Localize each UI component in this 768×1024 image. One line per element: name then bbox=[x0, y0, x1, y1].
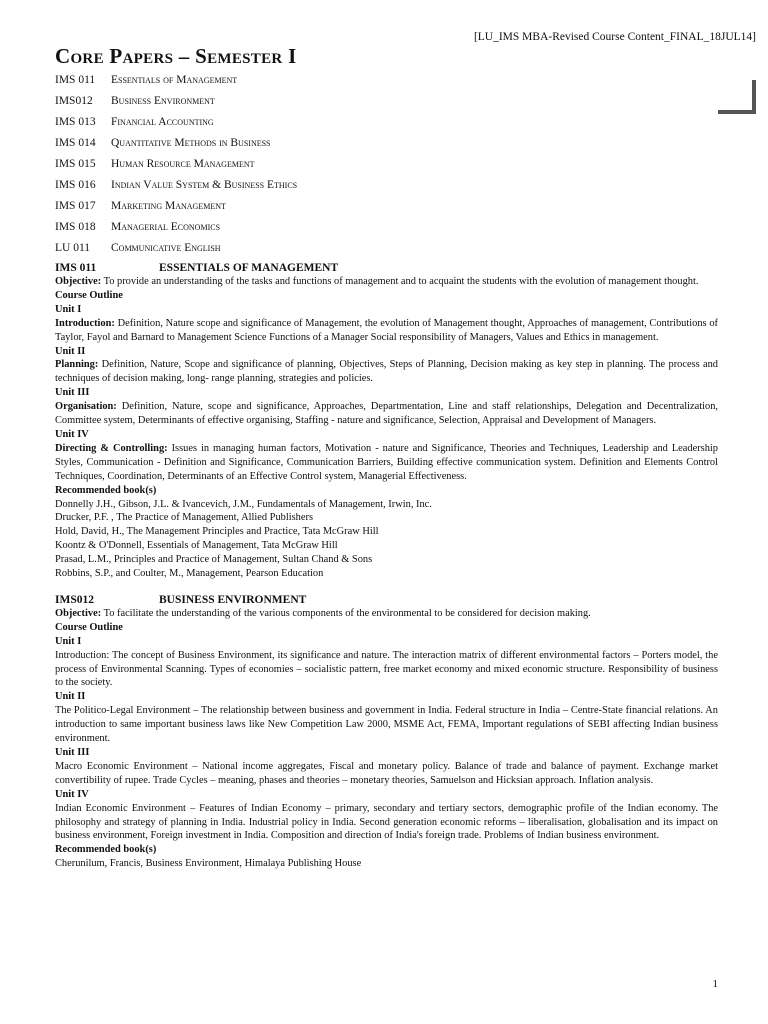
book-item: Robbins, S.P., and Coulter, M., Management, Pearson Education bbox=[55, 568, 324, 580]
book-item: Koontz & O'Donnell, Essentials of Management, Tata McGraw Hill bbox=[55, 540, 338, 552]
unit-label: Unit I bbox=[55, 303, 82, 315]
book-item: Hold, David, H., The Management Principles and Practice, Tata McGraw Hill bbox=[55, 526, 379, 538]
unit-label: Unit III bbox=[55, 747, 90, 758]
course-list-item bbox=[55, 220, 718, 234]
course-outline-label: Course Outline bbox=[55, 289, 123, 301]
course-name: Financial Accounting bbox=[111, 116, 214, 128]
course-code: IMS 013 bbox=[55, 116, 96, 128]
book-item: Donnelly J.H., Gibson, J.L. & Ivancevich, J.M., Fundamentals of Management, Irwin, Inc. bbox=[55, 498, 432, 510]
objective-text: To facilitate the understanding of the various components of the environmental to be considered for decision making. bbox=[101, 607, 591, 619]
course-list-item bbox=[55, 157, 718, 171]
course-code: IMS 016 bbox=[55, 179, 96, 191]
unit-text: Introduction: The concept of Business Environment, its significance and nature. The interaction matrix of different environmental factors – Porters model, the process of Environmental Scanning. Types of economies – socialistic pattern, free market economy and mixed economic structure. Responsibility of business to the society. bbox=[55, 649, 718, 689]
course-code: IMS 017 bbox=[55, 200, 96, 212]
course-list-item bbox=[55, 178, 718, 192]
unit-text: The Politico-Legal Environment – The relationship between business and government in India. Federal structure in India – Centre-State financial relations. An introduction to same important business laws like New Competition Law 2000, MSME Act, FEMA, Important regulations of SEBI affecting Indian business environment. bbox=[55, 705, 718, 745]
course-code: LU 011 bbox=[55, 242, 91, 254]
unit-body: Definition, Nature, Scope and significance of planning, Objectives, Steps of Planning, Decision making as key step in planning. The process and techniques of decision making, long- range planning, strategies and policies. bbox=[55, 359, 718, 385]
unit-label: Unit IV bbox=[55, 788, 89, 800]
section-ims011 bbox=[55, 262, 718, 581]
book-item: Cherunilum, Francis, Business Environment, Himalaya Publishing House bbox=[55, 858, 362, 870]
section-code: IMS012 bbox=[55, 593, 94, 606]
unit-text: Indian Economic Environment – Features of Indian Economy – primary, secondary and tertiary sectors, demographic profile of the Indian economy. The philosophy and strategy of planning in India. Industrial policy in India. Second generation economic reforms – liberalisation, globalisation and its impact on business environment, Foreign investment in India. Composition and direction of India's foreign trade. Problems of Indian business environment. bbox=[55, 802, 718, 842]
objective-label: Objective: bbox=[55, 607, 102, 619]
section-title: BUSINESS ENVIRONMENT bbox=[159, 593, 307, 606]
course-list-item bbox=[55, 73, 718, 87]
unit-text bbox=[55, 358, 718, 386]
book-item: Prasad, L.M., Principles and Practice of Management, Sultan Chand & Sons bbox=[55, 554, 373, 566]
unit-lead: Organisation: bbox=[55, 401, 117, 413]
objective-text: To provide an understanding of the tasks and functions of management and to acquaint the students with the evolution of management thought. bbox=[101, 276, 699, 287]
unit-text bbox=[55, 317, 718, 345]
section-heading bbox=[55, 262, 718, 274]
unit-body: Definition, Nature scope and significance of Management, the evolution of Management thought, Approaches of management, Contributions of Taylor, Fayol and Barnard to Management Science Functions of a Manager Social responsibility of Managers, Values and Ethics in management. bbox=[55, 317, 718, 343]
course-list bbox=[55, 73, 718, 255]
unit-lead: Directing & Controlling: bbox=[55, 442, 168, 454]
recommended-books-label: Recommended book(s) bbox=[55, 844, 157, 856]
unit-text bbox=[55, 400, 718, 428]
course-name: Communicative English bbox=[111, 242, 221, 254]
course-list-item bbox=[55, 136, 718, 150]
unit-label: Unit III bbox=[55, 387, 90, 399]
course-list-item bbox=[55, 241, 718, 255]
page-title: Core Papers – Semester I bbox=[55, 44, 297, 68]
course-code: IMS 015 bbox=[55, 158, 96, 170]
unit-text bbox=[55, 442, 718, 484]
unit-label: Unit I bbox=[55, 635, 82, 647]
course-name: Marketing Management bbox=[111, 200, 226, 212]
corner-bracket-mark bbox=[718, 80, 756, 114]
unit-text: Macro Economic Environment – National income aggregates, Fiscal and monetary policy. Balance of trade and balance of payment. Exchange market convertibility of rupee. Trade Cycles – meaning, phases and theories – monetary theories, Samuelson and Hicksian approach. Inflation analysis. bbox=[55, 760, 718, 786]
section-code: IMS 011 bbox=[55, 262, 97, 274]
course-name: Managerial Economics bbox=[111, 221, 221, 233]
document-page bbox=[55, 44, 718, 871]
objective-label: Objective: bbox=[55, 276, 102, 287]
objective bbox=[55, 607, 718, 621]
course-list-item bbox=[55, 94, 718, 108]
section-title: ESSENTIALS OF MANAGEMENT bbox=[159, 262, 339, 274]
course-name: Business Environment bbox=[111, 95, 215, 107]
course-name: Indian Value System & Business Ethics bbox=[111, 179, 298, 191]
unit-body: Issues in managing human factors, Motivation - nature and Significance, Theories and Techniques, Leadership and Leadership Styles, Communication - Definition and Significance, Communication Barriers, Building effective communication system. Definition and Elements Control Techniques, Coordination, Determinants of an Effective Control system, Managerial Effectiveness. bbox=[55, 442, 718, 482]
course-code: IMS 011 bbox=[55, 74, 96, 86]
objective bbox=[55, 275, 718, 289]
course-name: Human Resource Management bbox=[111, 158, 255, 170]
course-list-item bbox=[55, 115, 718, 129]
unit-label: Unit IV bbox=[55, 428, 89, 440]
course-name: Quantitative Methods in Business bbox=[111, 137, 271, 149]
course-code: IMS 014 bbox=[55, 137, 96, 149]
unit-label: Unit II bbox=[55, 345, 86, 357]
course-name: Essentials of Management bbox=[111, 74, 238, 86]
book-list bbox=[55, 498, 718, 581]
unit-lead: Planning: bbox=[55, 359, 99, 371]
document-header-note: [LU_IMS MBA-Revised Course Content_FINAL_18JUL14] bbox=[473, 31, 756, 43]
course-code: IMS 018 bbox=[55, 221, 96, 233]
course-outline-label: Course Outline bbox=[55, 621, 123, 633]
unit-lead: Introduction: bbox=[55, 317, 115, 329]
book-list bbox=[55, 857, 718, 871]
recommended-books-label: Recommended book(s) bbox=[55, 484, 157, 496]
section-heading bbox=[55, 594, 718, 606]
unit-body: Definition, Nature, scope and significance, Approaches, Departmentation, Line and staff relationships, Delegation and Decentralization, Committee system, Determinants of effective organising, Staffing - nature and significance, Selection, Appraisal and Development of Managers. bbox=[55, 401, 718, 427]
section-ims012 bbox=[55, 594, 718, 871]
course-code: IMS012 bbox=[55, 95, 93, 107]
unit-label: Unit II bbox=[55, 691, 86, 703]
page-number: 1 bbox=[712, 978, 718, 990]
book-item: Drucker, P.F. , The Practice of Management, Allied Publishers bbox=[55, 512, 313, 524]
course-list-item bbox=[55, 199, 718, 213]
